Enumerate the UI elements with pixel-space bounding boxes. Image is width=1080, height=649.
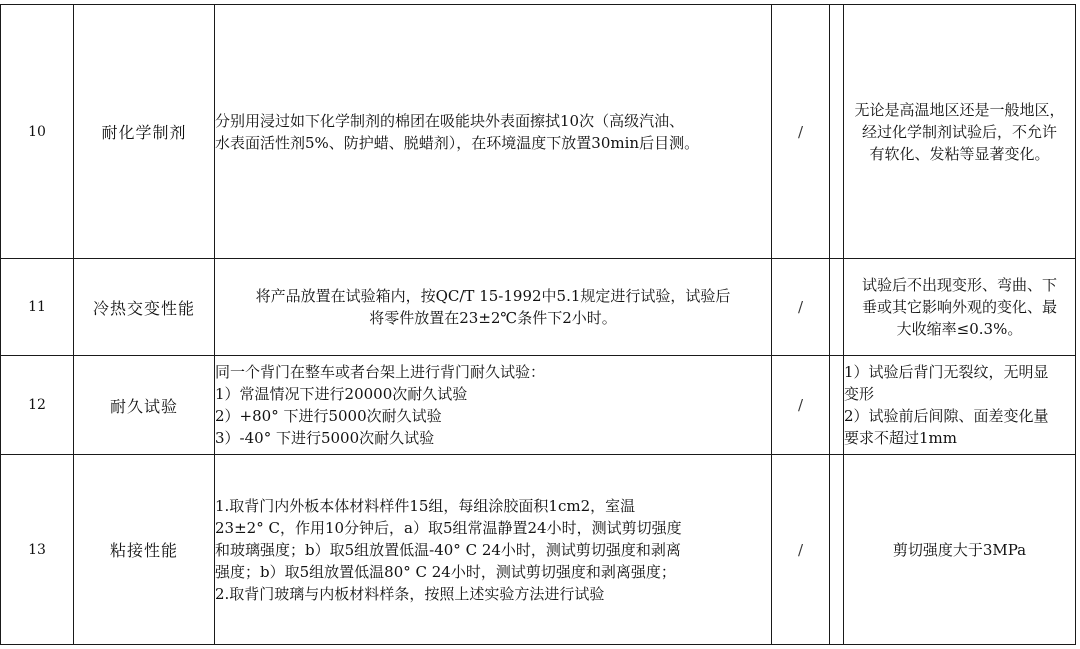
method-line: 将产品放置在试验箱内，按QC/T 15-1992中5.1规定进行试验，试验后 bbox=[255, 287, 731, 305]
row-number: 13 bbox=[1, 455, 74, 645]
column-gap bbox=[830, 259, 844, 356]
method-line: 强度；b）取5组放置低温80° C 24小时，测试剪切强度和剥离强度； bbox=[215, 562, 676, 581]
test-method bbox=[215, 455, 772, 645]
test-method bbox=[215, 5, 772, 259]
method-line: 2.取背门玻璃与内板材料样条，按照上述实验方法进行试验 bbox=[215, 584, 605, 603]
requirement-line: 有软化、发粘等显著变化。 bbox=[869, 144, 1050, 163]
requirement-line: 2）试验前后间隙、面差变化量 bbox=[844, 407, 1049, 425]
row-number: 11 bbox=[1, 259, 74, 356]
method-line: 1）常温情况下进行20000次耐久试验 bbox=[215, 385, 468, 403]
table-row bbox=[1, 455, 1076, 645]
row-number: 12 bbox=[1, 356, 74, 455]
method-line: 同一个背门在整车或者台架上进行背门耐久试验： bbox=[215, 363, 546, 381]
requirement-line: 无论是高温地区还是一般地区， bbox=[854, 100, 1065, 119]
requirement-line: 1）试验后背门无裂纹，无明显 bbox=[844, 363, 1049, 381]
requirement-line: 变形 bbox=[844, 385, 875, 403]
column-gap bbox=[830, 5, 844, 259]
method-line: 水表面活性剂5%、防护蜡、脱蜡剂），在环境温度下放置30min后目测。 bbox=[215, 133, 700, 152]
method-line: 2）+80° 下进行5000次耐久试验 bbox=[215, 407, 442, 425]
method-line: 和玻璃强度；b）取5组放置低温-40° C 24小时，测试剪切强度和剥离 bbox=[215, 540, 681, 559]
test-item: 冷热交变性能 bbox=[74, 259, 215, 356]
method-line: 分别用浸过如下化学制剂的棉团在吸能块外表面擦拭10次（高级汽油、 bbox=[215, 111, 685, 130]
test-method bbox=[215, 259, 772, 356]
requirement-line: 剪切强度大于3MPa bbox=[892, 540, 1027, 559]
na-mark: / bbox=[772, 5, 830, 259]
requirement-line: 试验后不出现变形、弯曲、下 bbox=[861, 276, 1057, 294]
test-spec-table bbox=[0, 4, 1076, 645]
na-mark: / bbox=[772, 259, 830, 356]
method-line: 3）-40° 下进行5000次耐久试验 bbox=[215, 429, 435, 447]
row-number: 10 bbox=[1, 5, 74, 259]
requirement-line: 要求不超过1mm bbox=[844, 429, 957, 447]
requirement-line: 经过化学制剂试验后，不允许 bbox=[861, 122, 1057, 141]
requirement bbox=[844, 5, 1076, 259]
table-row bbox=[1, 356, 1076, 455]
column-gap bbox=[830, 356, 844, 455]
method-line: 1.取背门内外板本体材料样件15组，每组涂胶面积1cm2，室温 bbox=[215, 496, 636, 515]
test-item: 耐化学制剂 bbox=[74, 5, 215, 259]
requirement bbox=[844, 259, 1076, 356]
test-item: 耐久试验 bbox=[74, 356, 215, 455]
column-gap bbox=[830, 455, 844, 645]
na-mark: / bbox=[772, 356, 830, 455]
method-line: 将零件放置在23±2℃条件下2小时。 bbox=[369, 309, 617, 327]
requirement-line: 垂或其它影响外观的变化、最 bbox=[861, 298, 1057, 316]
test-item: 粘接性能 bbox=[74, 455, 215, 645]
requirement-line: 大收缩率≤0.3%。 bbox=[896, 320, 1023, 338]
na-mark: / bbox=[772, 455, 830, 645]
requirement bbox=[844, 356, 1076, 455]
requirement bbox=[844, 455, 1076, 645]
method-line: 23±2° C，作用10分钟后，a）取5组常温静置24小时，测试剪切强度 bbox=[215, 518, 682, 537]
table-row bbox=[1, 259, 1076, 356]
test-method bbox=[215, 356, 772, 455]
table-row bbox=[1, 5, 1076, 259]
